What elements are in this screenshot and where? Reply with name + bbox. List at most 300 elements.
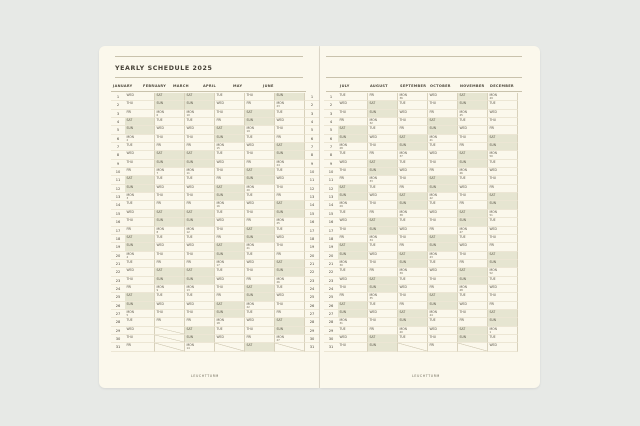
day-cell[interactable]: FRI (245, 160, 275, 168)
day-cell[interactable]: THU (428, 335, 458, 343)
day-cell[interactable]: TUE (488, 335, 518, 343)
day-cell[interactable]: TUE (125, 201, 155, 209)
day-cell[interactable]: SAT (368, 101, 398, 109)
day-cell[interactable]: TUE (488, 101, 518, 109)
day-cell[interactable]: SUN (488, 318, 518, 326)
day-cell[interactable]: SAT (155, 210, 185, 218)
day-cell[interactable]: SUN (428, 243, 458, 251)
day-cell[interactable]: FRI (185, 201, 215, 209)
day-cell[interactable]: FRI (488, 302, 518, 310)
day-cell[interactable]: THU (215, 110, 245, 118)
day-cell[interactable]: MON 30 (338, 260, 368, 268)
day-cell[interactable]: THU (458, 310, 488, 318)
day-cell[interactable]: SUN (275, 151, 305, 159)
day-cell[interactable]: SAT (155, 93, 185, 101)
day-cell[interactable]: MON 31 (338, 318, 368, 326)
day-cell[interactable]: SAT (215, 185, 245, 193)
day-cell[interactable]: THU (155, 310, 185, 318)
day-cell[interactable]: SAT (428, 176, 458, 184)
day-cell[interactable]: FRI (428, 110, 458, 118)
day-cell[interactable]: TUE (275, 110, 305, 118)
day-cell[interactable]: SAT (125, 293, 155, 301)
day-cell[interactable]: THU (398, 293, 428, 301)
day-cell[interactable]: MON 49 (488, 93, 518, 101)
day-cell[interactable]: SAT (185, 93, 215, 101)
day-cell[interactable]: WED (458, 243, 488, 251)
day-cell[interactable]: TUE (458, 118, 488, 126)
day-cell[interactable]: SUN (338, 252, 368, 260)
day-cell[interactable]: WED (245, 318, 275, 326)
day-cell[interactable]: SUN (185, 101, 215, 109)
day-cell[interactable]: SUN (185, 335, 215, 343)
day-cell[interactable]: THU (215, 168, 245, 176)
day-cell[interactable]: WED (488, 168, 518, 176)
day-cell[interactable]: MON 24 (275, 160, 305, 168)
day-cell[interactable]: THU (185, 193, 215, 201)
day-cell[interactable]: SUN (398, 201, 428, 209)
day-cell[interactable]: WED (245, 143, 275, 151)
day-cell[interactable]: FRI (488, 126, 518, 134)
day-cell[interactable]: SAT (215, 243, 245, 251)
day-cell[interactable]: WED (338, 101, 368, 109)
day-cell[interactable]: WED (428, 268, 458, 276)
day-cell[interactable]: SAT (155, 151, 185, 159)
day-cell[interactable]: WED (488, 110, 518, 118)
day-cell[interactable]: WED (125, 268, 155, 276)
day-cell[interactable]: TUE (398, 218, 428, 226)
day-cell[interactable]: SUN (245, 293, 275, 301)
day-cell[interactable]: SAT (458, 327, 488, 335)
day-cell[interactable]: SAT (185, 151, 215, 159)
day-cell[interactable]: THU (488, 118, 518, 126)
day-cell[interactable]: THU (338, 168, 368, 176)
day-cell[interactable]: THU (245, 327, 275, 335)
day-cell[interactable]: WED (275, 118, 305, 126)
day-cell[interactable]: SUN (215, 310, 245, 318)
day-cell[interactable]: TUE (215, 93, 245, 101)
empty-day-cell[interactable] (155, 343, 185, 351)
day-cell[interactable]: MON 52 (488, 268, 518, 276)
day-cell[interactable]: TUE (488, 218, 518, 226)
day-cell[interactable]: THU (185, 310, 215, 318)
day-cell[interactable]: THU (215, 285, 245, 293)
day-cell[interactable]: SUN (458, 101, 488, 109)
day-cell[interactable]: SAT (338, 185, 368, 193)
day-cell[interactable]: WED (488, 285, 518, 293)
day-cell[interactable]: WED (155, 126, 185, 134)
day-cell[interactable]: MON 41 (428, 135, 458, 143)
day-cell[interactable]: SAT (275, 318, 305, 326)
day-cell[interactable]: SUN (338, 193, 368, 201)
day-cell[interactable]: SAT (185, 268, 215, 276)
day-cell[interactable]: WED (458, 126, 488, 134)
day-cell[interactable]: FRI (368, 210, 398, 218)
day-cell[interactable]: SUN (488, 260, 518, 268)
day-cell[interactable]: MON 22 (245, 302, 275, 310)
day-cell[interactable]: MON 42 (428, 193, 458, 201)
day-cell[interactable]: TUE (125, 143, 155, 151)
day-cell[interactable]: SUN (125, 302, 155, 310)
day-cell[interactable]: TUE (368, 185, 398, 193)
day-cell[interactable]: FRI (338, 293, 368, 301)
day-cell[interactable]: MON 10 (185, 110, 215, 118)
day-cell[interactable]: SUN (458, 277, 488, 285)
day-cell[interactable]: TUE (338, 93, 368, 101)
day-cell[interactable]: WED (398, 227, 428, 235)
day-cell[interactable]: TUE (245, 193, 275, 201)
day-cell[interactable]: WED (125, 327, 155, 335)
day-cell[interactable]: FRI (338, 118, 368, 126)
day-cell[interactable]: FRI (338, 235, 368, 243)
day-cell[interactable]: FRI (125, 168, 155, 176)
day-cell[interactable]: SUN (398, 260, 428, 268)
day-cell[interactable]: SUN (155, 160, 185, 168)
day-cell[interactable]: MON 26 (275, 277, 305, 285)
day-cell[interactable]: MON 25 (275, 218, 305, 226)
day-cell[interactable]: TUE (428, 260, 458, 268)
day-cell[interactable]: WED (245, 260, 275, 268)
day-cell[interactable]: FRI (185, 260, 215, 268)
day-cell[interactable]: TUE (398, 101, 428, 109)
day-cell[interactable]: TUE (488, 160, 518, 168)
day-cell[interactable]: FRI (185, 143, 215, 151)
day-cell[interactable]: FRI (428, 168, 458, 176)
day-cell[interactable]: FRI (428, 227, 458, 235)
day-cell[interactable]: FRI (215, 118, 245, 126)
day-cell[interactable]: SAT (245, 285, 275, 293)
day-cell[interactable]: FRI (275, 193, 305, 201)
day-cell[interactable]: WED (275, 235, 305, 243)
day-cell[interactable]: SUN (245, 176, 275, 184)
day-cell[interactable]: FRI (245, 335, 275, 343)
day-cell[interactable]: TUE (458, 293, 488, 301)
day-cell[interactable]: THU (245, 210, 275, 218)
day-cell[interactable]: WED (368, 193, 398, 201)
day-cell[interactable]: THU (338, 285, 368, 293)
day-cell[interactable]: SAT (125, 118, 155, 126)
day-cell[interactable]: SAT (368, 277, 398, 285)
day-cell[interactable]: WED (368, 310, 398, 318)
day-cell[interactable]: SAT (275, 201, 305, 209)
day-cell[interactable]: MON 27 (275, 335, 305, 343)
day-cell[interactable]: SAT (155, 268, 185, 276)
day-cell[interactable]: SUN (155, 101, 185, 109)
day-cell[interactable]: WED (458, 302, 488, 310)
day-cell[interactable]: WED (428, 151, 458, 159)
day-cell[interactable]: MON 40 (398, 327, 428, 335)
day-cell[interactable]: MON 16 (215, 201, 245, 209)
day-cell[interactable]: THU (338, 110, 368, 118)
day-cell[interactable]: THU (368, 260, 398, 268)
day-cell[interactable]: FRI (155, 201, 185, 209)
day-cell[interactable]: FRI (155, 143, 185, 151)
day-cell[interactable]: SUN (398, 143, 428, 151)
day-cell[interactable]: SAT (125, 235, 155, 243)
day-cell[interactable]: MON 33 (368, 176, 398, 184)
day-cell[interactable]: MON 38 (398, 210, 428, 218)
day-cell[interactable]: WED (185, 302, 215, 310)
day-cell[interactable]: WED (338, 277, 368, 285)
day-cell[interactable]: WED (215, 277, 245, 285)
day-cell[interactable]: TUE (398, 160, 428, 168)
day-cell[interactable]: WED (125, 151, 155, 159)
day-cell[interactable]: SUN (125, 243, 155, 251)
day-cell[interactable]: MON 21 (245, 243, 275, 251)
day-cell[interactable]: THU (458, 193, 488, 201)
day-cell[interactable]: WED (275, 293, 305, 301)
day-cell[interactable]: THU (275, 243, 305, 251)
day-cell[interactable]: WED (338, 160, 368, 168)
day-cell[interactable]: TUE (245, 310, 275, 318)
day-cell[interactable]: SUN (245, 235, 275, 243)
day-cell[interactable]: THU (275, 126, 305, 134)
day-cell[interactable]: TUE (428, 318, 458, 326)
day-cell[interactable]: FRI (245, 218, 275, 226)
day-cell[interactable]: SUN (368, 227, 398, 235)
day-cell[interactable]: THU (245, 93, 275, 101)
day-cell[interactable]: THU (368, 201, 398, 209)
day-cell[interactable]: MON 32 (368, 118, 398, 126)
day-cell[interactable]: SAT (458, 93, 488, 101)
day-cell[interactable]: TUE (155, 235, 185, 243)
day-cell[interactable]: SAT (398, 193, 428, 201)
day-cell[interactable]: SAT (215, 302, 245, 310)
day-cell[interactable]: MON 34 (368, 235, 398, 243)
day-cell[interactable]: TUE (215, 151, 245, 159)
day-cell[interactable]: TUE (368, 126, 398, 134)
day-cell[interactable]: MON 19 (245, 126, 275, 134)
day-cell[interactable]: MON 36 (398, 93, 428, 101)
day-cell[interactable]: THU (155, 252, 185, 260)
day-cell[interactable]: MON 50 (488, 151, 518, 159)
day-cell[interactable]: FRI (398, 302, 428, 310)
day-cell[interactable]: SAT (458, 210, 488, 218)
day-cell[interactable]: TUE (398, 277, 428, 285)
day-cell[interactable]: TUE (215, 210, 245, 218)
day-cell[interactable]: WED (155, 302, 185, 310)
day-cell[interactable]: THU (155, 193, 185, 201)
day-cell[interactable]: TUE (275, 168, 305, 176)
day-cell[interactable]: THU (125, 277, 155, 285)
day-cell[interactable]: THU (275, 185, 305, 193)
day-cell[interactable]: FRI (215, 293, 245, 301)
day-cell[interactable]: FRI (275, 252, 305, 260)
day-cell[interactable]: SUN (338, 135, 368, 143)
day-cell[interactable]: MON 3 (125, 193, 155, 201)
day-cell[interactable]: FRI (125, 227, 155, 235)
day-cell[interactable]: SAT (488, 310, 518, 318)
day-cell[interactable]: TUE (488, 277, 518, 285)
day-cell[interactable]: WED (398, 168, 428, 176)
day-cell[interactable]: MON 48 (458, 285, 488, 293)
day-cell[interactable]: MON 15 (215, 143, 245, 151)
day-cell[interactable]: WED (215, 160, 245, 168)
day-cell[interactable]: FRI (368, 151, 398, 159)
day-cell[interactable]: WED (488, 227, 518, 235)
day-cell[interactable]: THU (428, 277, 458, 285)
day-cell[interactable]: SAT (488, 135, 518, 143)
day-cell[interactable]: FRI (275, 135, 305, 143)
day-cell[interactable]: SAT (488, 252, 518, 260)
day-cell[interactable]: THU (155, 135, 185, 143)
day-cell[interactable]: THU (185, 135, 215, 143)
day-cell[interactable]: SUN (275, 93, 305, 101)
day-cell[interactable]: THU (368, 143, 398, 151)
day-cell[interactable]: WED (215, 101, 245, 109)
day-cell[interactable]: SAT (185, 210, 215, 218)
day-cell[interactable]: SAT (275, 143, 305, 151)
day-cell[interactable]: THU (488, 176, 518, 184)
day-cell[interactable]: MON 20 (245, 185, 275, 193)
day-cell[interactable]: TUE (458, 235, 488, 243)
day-cell[interactable]: WED (398, 110, 428, 118)
day-cell[interactable]: MON 43 (428, 252, 458, 260)
day-cell[interactable]: MON 17 (215, 260, 245, 268)
day-cell[interactable]: FRI (458, 143, 488, 151)
day-cell[interactable]: MON 29 (338, 201, 368, 209)
day-cell[interactable]: FRI (368, 327, 398, 335)
day-cell[interactable]: WED (155, 185, 185, 193)
day-cell[interactable]: TUE (275, 227, 305, 235)
day-cell[interactable]: SUN (368, 168, 398, 176)
day-cell[interactable]: MON 44 (428, 310, 458, 318)
day-cell[interactable]: MON 5 (125, 310, 155, 318)
day-cell[interactable]: SAT (458, 268, 488, 276)
day-cell[interactable]: TUE (398, 335, 428, 343)
day-cell[interactable]: MON 23 (275, 101, 305, 109)
day-cell[interactable]: SUN (125, 185, 155, 193)
day-cell[interactable]: FRI (458, 201, 488, 209)
day-cell[interactable]: FRI (398, 126, 428, 134)
day-cell[interactable]: MON 18 (215, 318, 245, 326)
day-cell[interactable]: THU (125, 160, 155, 168)
day-cell[interactable]: SUN (185, 277, 215, 285)
day-cell[interactable]: WED (275, 176, 305, 184)
day-cell[interactable]: SAT (338, 126, 368, 134)
day-cell[interactable]: SAT (428, 118, 458, 126)
day-cell[interactable]: THU (428, 160, 458, 168)
day-cell[interactable]: WED (488, 343, 518, 351)
day-cell[interactable]: SUN (215, 252, 245, 260)
day-cell[interactable]: SAT (245, 343, 275, 351)
day-cell[interactable]: THU (428, 101, 458, 109)
day-cell[interactable]: SAT (215, 126, 245, 134)
day-cell[interactable]: THU (398, 118, 428, 126)
day-cell[interactable]: TUE (185, 235, 215, 243)
day-cell[interactable]: SUN (275, 210, 305, 218)
day-cell[interactable]: THU (215, 227, 245, 235)
day-cell[interactable]: SUN (338, 310, 368, 318)
day-cell[interactable]: TUE (338, 327, 368, 335)
day-cell[interactable]: SUN (185, 160, 215, 168)
day-cell[interactable]: SUN (488, 143, 518, 151)
day-cell[interactable]: FRI (215, 176, 245, 184)
day-cell[interactable]: SUN (215, 135, 245, 143)
day-cell[interactable]: WED (398, 285, 428, 293)
day-cell[interactable]: TUE (338, 268, 368, 276)
day-cell[interactable]: MON 37 (398, 151, 428, 159)
day-cell[interactable]: SAT (458, 151, 488, 159)
day-cell[interactable]: SUN (488, 201, 518, 209)
day-cell[interactable]: MON 14 (185, 343, 215, 351)
day-cell[interactable]: SUN (275, 327, 305, 335)
empty-day-cell[interactable] (398, 343, 428, 351)
day-cell[interactable]: WED (428, 210, 458, 218)
empty-day-cell[interactable] (155, 327, 185, 335)
day-cell[interactable]: FRI (125, 343, 155, 351)
day-cell[interactable]: FRI (245, 101, 275, 109)
day-cell[interactable]: MON 1 (488, 327, 518, 335)
day-cell[interactable]: TUE (338, 151, 368, 159)
day-cell[interactable]: SAT (245, 168, 275, 176)
day-cell[interactable]: FRI (338, 176, 368, 184)
day-cell[interactable]: THU (338, 227, 368, 235)
day-cell[interactable]: WED (368, 135, 398, 143)
day-cell[interactable]: SUN (458, 218, 488, 226)
day-cell[interactable]: WED (185, 126, 215, 134)
day-cell[interactable]: FRI (428, 343, 458, 351)
day-cell[interactable]: TUE (215, 268, 245, 276)
day-cell[interactable]: SAT (245, 110, 275, 118)
day-cell[interactable]: THU (125, 335, 155, 343)
day-cell[interactable]: WED (125, 93, 155, 101)
day-cell[interactable]: THU (398, 235, 428, 243)
day-cell[interactable]: THU (458, 252, 488, 260)
day-cell[interactable]: SUN (275, 268, 305, 276)
day-cell[interactable]: SUN (185, 218, 215, 226)
day-cell[interactable]: TUE (185, 293, 215, 301)
day-cell[interactable]: THU (185, 252, 215, 260)
day-cell[interactable]: MON 6 (155, 110, 185, 118)
day-cell[interactable]: SAT (185, 327, 215, 335)
day-cell[interactable]: FRI (488, 243, 518, 251)
day-cell[interactable]: MON 7 (155, 168, 185, 176)
day-cell[interactable]: FRI (155, 318, 185, 326)
day-cell[interactable]: SAT (428, 293, 458, 301)
day-cell[interactable]: THU (488, 235, 518, 243)
day-cell[interactable]: THU (488, 293, 518, 301)
day-cell[interactable]: MON 8 (155, 227, 185, 235)
day-cell[interactable]: THU (338, 343, 368, 351)
day-cell[interactable]: MON 35 (368, 293, 398, 301)
day-cell[interactable]: SUN (368, 110, 398, 118)
day-cell[interactable]: SUN (215, 193, 245, 201)
day-cell[interactable]: FRI (215, 235, 245, 243)
day-cell[interactable]: MON 13 (185, 285, 215, 293)
day-cell[interactable]: TUE (185, 176, 215, 184)
day-cell[interactable]: FRI (245, 277, 275, 285)
day-cell[interactable]: TUE (125, 260, 155, 268)
day-cell[interactable]: WED (215, 335, 245, 343)
day-cell[interactable]: MON 9 (155, 285, 185, 293)
day-cell[interactable]: SUN (428, 302, 458, 310)
day-cell[interactable]: TUE (458, 176, 488, 184)
day-cell[interactable]: SAT (398, 135, 428, 143)
day-cell[interactable]: FRI (428, 285, 458, 293)
day-cell[interactable]: SAT (368, 218, 398, 226)
day-cell[interactable]: FRI (398, 243, 428, 251)
day-cell[interactable]: WED (125, 210, 155, 218)
day-cell[interactable]: MON 12 (185, 227, 215, 235)
day-cell[interactable]: SAT (125, 176, 155, 184)
day-cell[interactable]: TUE (155, 176, 185, 184)
day-cell[interactable]: SAT (275, 260, 305, 268)
empty-day-cell[interactable] (155, 335, 185, 343)
day-cell[interactable]: SAT (398, 310, 428, 318)
day-cell[interactable]: THU (275, 302, 305, 310)
day-cell[interactable]: WED (215, 218, 245, 226)
day-cell[interactable]: TUE (125, 318, 155, 326)
